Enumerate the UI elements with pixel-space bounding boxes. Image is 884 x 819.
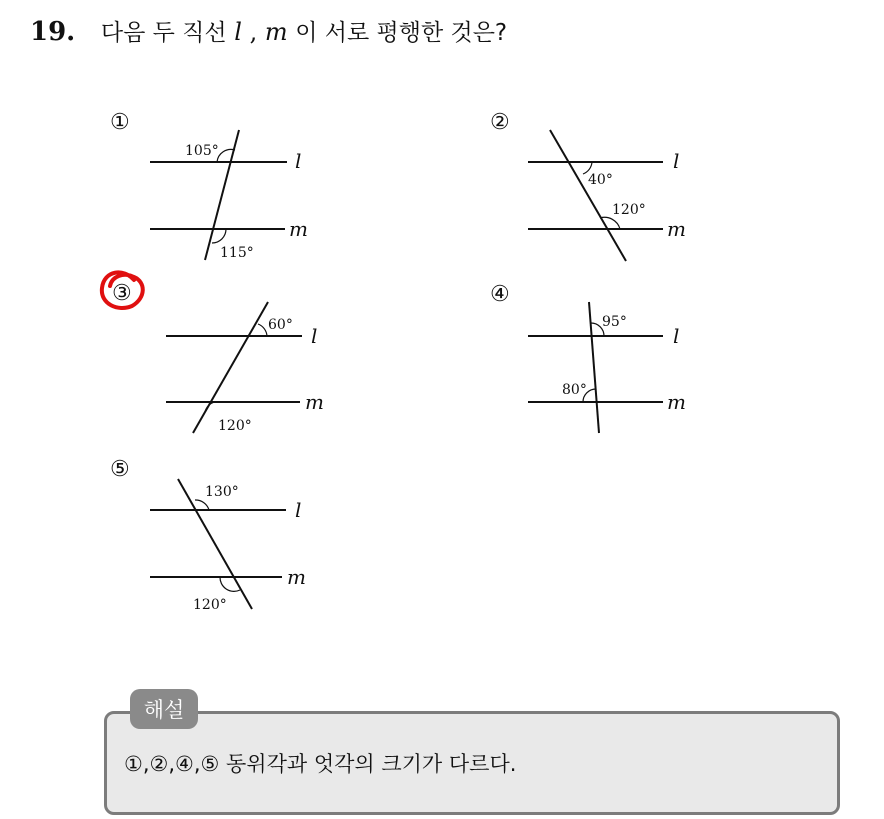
choice-1-label-m: m [289, 217, 308, 241]
choice-3-angle-top: 60° [268, 317, 293, 333]
choice-5-angle-top: 130° [205, 484, 239, 500]
choice-1-label-l: l [295, 149, 302, 173]
choice-4-angle-top: 95° [602, 314, 627, 330]
choice-2[interactable] [490, 110, 686, 261]
choice-3-label-l: l [311, 324, 318, 348]
solution-text: ①,②,④,⑤ 동위각과 엇각의 크기가 다르다. [124, 752, 517, 776]
question-text-after: 이 서로 평행한 것은? [295, 20, 508, 46]
choice-5-marker[interactable]: ⑤ [110, 457, 130, 482]
choice-4[interactable] [490, 282, 686, 433]
choice-4-marker[interactable]: ④ [490, 282, 510, 307]
choice-3-arc-top [258, 324, 267, 336]
choice-4-transversal [589, 302, 599, 433]
choice-2-marker[interactable]: ② [490, 110, 510, 135]
choice-1-arc-bottom [212, 229, 226, 243]
choice-5-arc-top [195, 500, 209, 510]
choice-1-angle-bottom: 115° [220, 245, 254, 261]
choice-3-transversal [193, 302, 268, 433]
choice-3-angle-bottom: 120° [218, 418, 252, 434]
choice-3-marker[interactable]: ③ [112, 281, 132, 306]
var-l: l [234, 18, 242, 46]
var-m: m [264, 18, 288, 46]
question-number: 19. [30, 17, 76, 47]
choice-1[interactable] [110, 110, 308, 261]
solution-tab-label: 해설 [143, 698, 185, 722]
var-comma: , [249, 18, 258, 46]
choice-5[interactable] [110, 457, 306, 613]
choice-2-angle-top: 40° [588, 172, 613, 188]
choice-3[interactable] [102, 272, 324, 434]
choice-2-angle-bottom: 120° [612, 202, 646, 218]
solution-tab [130, 689, 198, 729]
choice-4-angle-bottom: 80° [562, 382, 587, 398]
choice-5-angle-bottom: 120° [193, 597, 227, 613]
choice-1-marker[interactable]: ① [110, 110, 130, 135]
choice-1-angle-top: 105° [185, 143, 219, 159]
choice-5-label-l: l [295, 498, 302, 522]
question-text-before: 다음 두 직선 [100, 20, 227, 46]
choice-5-label-m: m [287, 565, 306, 589]
choice-2-transversal [550, 130, 626, 261]
choice-4-label-l: l [673, 324, 680, 348]
choice-2-label-l: l [673, 149, 680, 173]
choice-2-label-m: m [667, 217, 686, 241]
choice-3-label-m: m [305, 390, 324, 414]
choice-4-label-m: m [667, 390, 686, 414]
